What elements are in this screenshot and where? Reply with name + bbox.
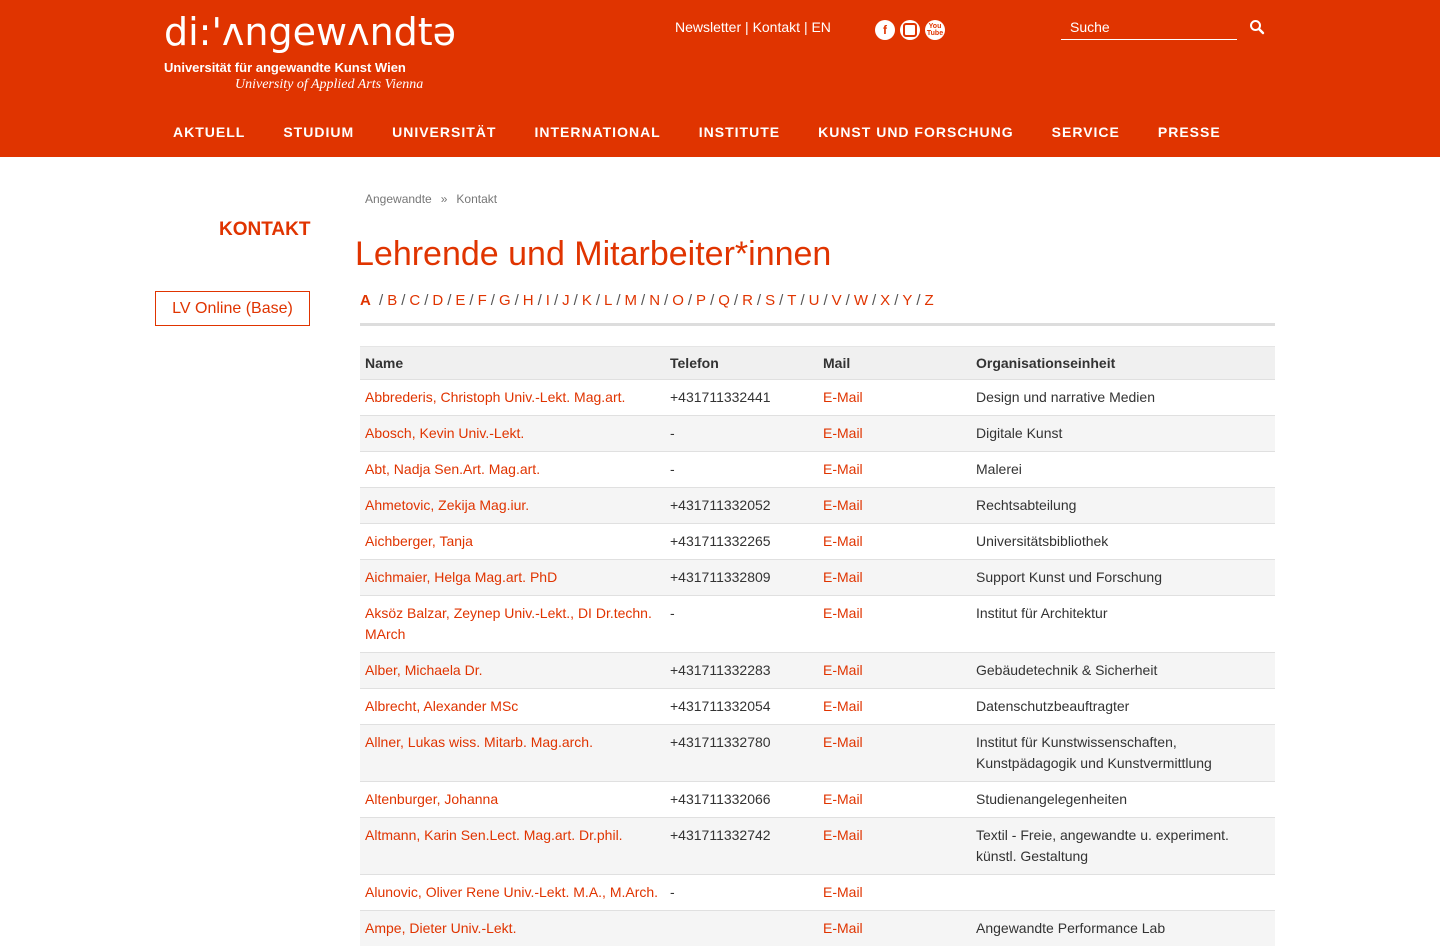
staff-name-link[interactable]: Allner, Lukas wiss. Mitarb. Mag.arch. — [365, 734, 593, 750]
staff-email-link[interactable]: E-Mail — [823, 884, 863, 900]
table-cell-name — [360, 782, 665, 818]
table-row — [360, 596, 1275, 653]
alphabet-letter-t[interactable]: T — [787, 292, 796, 309]
table-cell-org — [971, 725, 1275, 782]
staff-email-link[interactable]: E-Mail — [823, 569, 863, 585]
staff-organisation: Textil - Freie, angewandte u. experiment. künstl. Gestaltung — [976, 827, 1229, 864]
lv-online-button[interactable]: LV Online (Base) — [155, 291, 310, 326]
column-header-name: Name — [360, 347, 665, 380]
table-cell-mail — [818, 689, 971, 725]
alphabet-separator: / — [554, 292, 558, 309]
staff-name-link[interactable]: Ampe, Dieter Univ.-Lekt. — [365, 920, 516, 936]
table-cell-name — [360, 524, 665, 560]
table-row — [360, 818, 1275, 875]
breadcrumb-home-link[interactable]: Angewandte — [365, 192, 432, 206]
table-cell-mail — [818, 560, 971, 596]
table-cell-name — [360, 380, 665, 416]
table-row — [360, 416, 1275, 452]
alphabet-letter-h[interactable]: H — [523, 292, 534, 309]
alphabet-separator: / — [616, 292, 620, 309]
table-cell-mail — [818, 911, 971, 946]
table-cell-phone — [665, 416, 818, 452]
staff-table-wrapper — [360, 346, 1275, 946]
staff-organisation: Universitätsbibliothek — [976, 533, 1108, 549]
staff-organisation: Design und narrative Medien — [976, 389, 1155, 405]
table-cell-mail — [818, 452, 971, 488]
alphabet-separator: / — [515, 292, 519, 309]
breadcrumb-separator: » — [441, 192, 448, 206]
kontakt-link[interactable]: Kontakt — [753, 19, 800, 35]
column-header-mail: Mail — [818, 347, 971, 380]
youtube-icon[interactable]: You Tube — [925, 20, 945, 40]
alphabet-separator: / — [641, 292, 645, 309]
alphabet-separator: / — [894, 292, 898, 309]
alphabet-letter-z[interactable]: Z — [925, 292, 934, 309]
staff-organisation: Institut für Architektur — [976, 605, 1108, 621]
table-row — [360, 653, 1275, 689]
table-cell-org — [971, 653, 1275, 689]
staff-email-link[interactable]: E-Mail — [823, 734, 863, 750]
table-cell-name — [360, 689, 665, 725]
university-logo[interactable] — [164, 10, 456, 93]
divider — [360, 323, 1275, 326]
top-links-separator: | — [745, 19, 749, 35]
nav-presse[interactable]: PRESSE — [1158, 124, 1221, 140]
table-cell-phone — [665, 911, 818, 946]
alphabet-separator: / — [596, 292, 600, 309]
table-row — [360, 524, 1275, 560]
alphabet-letter-i[interactable]: I — [546, 292, 550, 309]
staff-organisation: Gebäudetechnik & Sicherheit — [976, 662, 1157, 678]
staff-organisation: Studienangelegenheiten — [976, 791, 1127, 807]
staff-phone: - — [670, 884, 675, 900]
staff-email-link[interactable]: E-Mail — [823, 533, 863, 549]
alphabet-separator: / — [401, 292, 405, 309]
alphabet-separator: / — [469, 292, 473, 309]
table-cell-name — [360, 560, 665, 596]
table-cell-name — [360, 911, 665, 946]
nav-service[interactable]: SERVICE — [1052, 124, 1120, 140]
alphabet-letter-v[interactable]: V — [832, 292, 842, 309]
table-cell-phone — [665, 596, 818, 653]
alphabet-letter-x[interactable]: X — [880, 292, 890, 309]
nav-institute[interactable]: INSTITUTE — [699, 124, 780, 140]
table-row — [360, 725, 1275, 782]
table-cell-mail — [818, 416, 971, 452]
alphabet-separator: / — [491, 292, 495, 309]
table-cell-mail — [818, 488, 971, 524]
alphabet-letter-m[interactable]: M — [625, 292, 638, 309]
staff-organisation: Digitale Kunst — [976, 425, 1062, 441]
nav-studium[interactable]: STUDIUM — [283, 124, 354, 140]
staff-name-link[interactable]: Abbrederis, Christoph Univ.-Lekt. Mag.art. — [365, 389, 625, 405]
table-cell-mail — [818, 818, 971, 875]
alphabet-letter-p[interactable]: P — [696, 292, 706, 309]
table-cell-phone — [665, 818, 818, 875]
breadcrumb-current-link[interactable]: Kontakt — [456, 192, 497, 206]
table-cell-phone — [665, 452, 818, 488]
staff-name-link[interactable]: Altmann, Karin Sen.Lect. Mag.art. Dr.phil. — [365, 827, 623, 843]
staff-phone: +431711332283 — [670, 662, 771, 678]
top-links-separator: | — [804, 19, 808, 35]
column-header-phone: Telefon — [665, 347, 818, 380]
staff-email-link[interactable]: E-Mail — [823, 791, 863, 807]
staff-organisation: Angewandte Performance Lab — [976, 920, 1165, 936]
column-header-org: Organisationseinheit — [971, 347, 1275, 380]
staff-name-link[interactable]: Albrecht, Alexander MSc — [365, 698, 518, 714]
table-row — [360, 452, 1275, 488]
table-cell-org — [971, 875, 1275, 911]
table-cell-name — [360, 725, 665, 782]
table-cell-mail — [818, 596, 971, 653]
alphabet-separator: / — [916, 292, 920, 309]
table-row — [360, 875, 1275, 911]
alphabet-separator: / — [574, 292, 578, 309]
alphabet-separator: / — [538, 292, 542, 309]
table-cell-name — [360, 875, 665, 911]
staff-name-link[interactable]: Aksöz Balzar, Zeynep Univ.-Lekt., DI Dr.techn. MArch — [365, 605, 652, 642]
table-cell-org — [971, 560, 1275, 596]
staff-email-link[interactable]: E-Mail — [823, 461, 863, 477]
staff-name-link[interactable]: Abt, Nadja Sen.Art. Mag.art. — [365, 461, 540, 477]
alphabet-letter-w[interactable]: W — [854, 292, 868, 309]
table-cell-mail — [818, 653, 971, 689]
table-cell-phone — [665, 875, 818, 911]
alphabet-letter-k[interactable]: K — [582, 292, 592, 309]
staff-email-link[interactable]: E-Mail — [823, 662, 863, 678]
staff-email-link[interactable]: E-Mail — [823, 920, 863, 936]
table-cell-org — [971, 452, 1275, 488]
table-cell-org — [971, 818, 1275, 875]
table-cell-mail — [818, 380, 971, 416]
staff-phone: - — [670, 461, 675, 477]
alphabet-letter-e[interactable]: E — [455, 292, 465, 309]
search-icon[interactable] — [1249, 19, 1265, 35]
facebook-icon[interactable]: f — [875, 20, 895, 40]
table-cell-mail — [818, 875, 971, 911]
staff-name-link[interactable]: Alunovic, Oliver Rene Univ.-Lekt. M.A., M.Arch. — [365, 884, 658, 900]
staff-phone: +431711332742 — [670, 827, 771, 843]
alphabet-letter-b[interactable]: B — [387, 292, 397, 309]
table-header-row — [360, 347, 1275, 380]
table-row — [360, 911, 1275, 946]
page-title: Lehrende und Mitarbeiter*innen — [355, 235, 831, 274]
alphabet-letter-q[interactable]: Q — [718, 292, 730, 309]
staff-phone: +431711332780 — [670, 734, 771, 750]
table-row — [360, 689, 1275, 725]
alphabet-letter-g[interactable]: G — [499, 292, 511, 309]
table-cell-phone — [665, 653, 818, 689]
alphabet-letter-j[interactable]: J — [562, 292, 570, 309]
table-cell-phone — [665, 524, 818, 560]
staff-phone: - — [670, 605, 675, 621]
table-cell-phone — [665, 689, 818, 725]
table-cell-mail — [818, 782, 971, 818]
sidebar-title: KONTAKT — [219, 219, 310, 241]
logo-subtitle-english: University of Applied Arts Vienna — [235, 77, 456, 93]
breadcrumb — [365, 192, 497, 206]
alphabet-separator: / — [710, 292, 714, 309]
search-box — [1061, 15, 1237, 40]
table-cell-name — [360, 488, 665, 524]
alphabet-separator: / — [757, 292, 761, 309]
staff-name-link[interactable]: Altenburger, Johanna — [365, 791, 498, 807]
alphabet-letter-a[interactable]: A — [360, 292, 371, 309]
alphabet-separator: / — [846, 292, 850, 309]
staff-name-link[interactable]: Ahmetovic, Zekija Mag.iur. — [365, 497, 529, 513]
table-cell-phone — [665, 725, 818, 782]
staff-name-link[interactable]: Aichmaier, Helga Mag.art. PhD — [365, 569, 557, 585]
staff-email-link[interactable]: E-Mail — [823, 497, 863, 513]
nav-universitaet[interactable]: UNIVERSITÄT — [392, 124, 496, 140]
table-cell-phone — [665, 782, 818, 818]
staff-phone: +431711332054 — [670, 698, 771, 714]
staff-email-link[interactable]: E-Mail — [823, 605, 863, 621]
logo-wordmark: di:'ʌngewʌndtə — [164, 10, 456, 54]
table-cell-org — [971, 416, 1275, 452]
staff-name-link[interactable]: Alber, Michaela Dr. — [365, 662, 483, 678]
alphabet-letter-l[interactable]: L — [604, 292, 612, 309]
alphabet-separator: / — [872, 292, 876, 309]
site-header — [0, 0, 1440, 157]
staff-phone: +431711332265 — [670, 533, 771, 549]
table-cell-org — [971, 596, 1275, 653]
alphabet-separator: / — [823, 292, 827, 309]
staff-organisation: Support Kunst und Forschung — [976, 569, 1162, 585]
main-navigation — [173, 124, 1259, 140]
alphabet-separator: / — [379, 292, 383, 309]
table-cell-phone — [665, 488, 818, 524]
table-cell-name — [360, 416, 665, 452]
alphabet-separator: / — [800, 292, 804, 309]
alphabet-letter-f[interactable]: F — [478, 292, 487, 309]
table-row — [360, 560, 1275, 596]
staff-email-link[interactable]: E-Mail — [823, 389, 863, 405]
staff-email-link[interactable]: E-Mail — [823, 425, 863, 441]
staff-name-link[interactable]: Abosch, Kevin Univ.-Lekt. — [365, 425, 524, 441]
instagram-icon[interactable] — [900, 20, 920, 40]
staff-organisation: Rechtsabteilung — [976, 497, 1076, 513]
top-links — [675, 19, 831, 35]
nav-kunst-und-forschung[interactable]: KUNST UND FORSCHUNG — [818, 124, 1014, 140]
language-link[interactable]: EN — [811, 19, 830, 35]
table-row — [360, 782, 1275, 818]
logo-subtitle: Universität für angewandte Kunst Wien — [164, 60, 456, 75]
alphabet-letter-o[interactable]: O — [672, 292, 684, 309]
alphabet-letter-d[interactable]: D — [432, 292, 443, 309]
alphabet-letter-s[interactable]: S — [765, 292, 775, 309]
staff-email-link[interactable]: E-Mail — [823, 698, 863, 714]
alphabet-filter — [360, 292, 934, 309]
newsletter-link[interactable]: Newsletter — [675, 19, 741, 35]
table-cell-phone — [665, 380, 818, 416]
staff-name-link[interactable]: Aichberger, Tanja — [365, 533, 473, 549]
table-cell-org — [971, 524, 1275, 560]
staff-phone: +431711332809 — [670, 569, 771, 585]
alphabet-separator: / — [664, 292, 668, 309]
search-input[interactable] — [1061, 15, 1237, 39]
alphabet-separator: / — [424, 292, 428, 309]
table-cell-name — [360, 818, 665, 875]
table-cell-mail — [818, 524, 971, 560]
alphabet-separator: / — [734, 292, 738, 309]
nav-aktuell[interactable]: AKTUELL — [173, 124, 245, 140]
table-cell-mail — [818, 725, 971, 782]
staff-phone: +431711332441 — [670, 389, 771, 405]
alphabet-separator: / — [688, 292, 692, 309]
table-body — [360, 380, 1275, 946]
alphabet-letter-n[interactable]: N — [649, 292, 660, 309]
alphabet-letter-r[interactable]: R — [742, 292, 753, 309]
table-cell-name — [360, 653, 665, 689]
table-cell-phone — [665, 560, 818, 596]
staff-phone: - — [670, 425, 675, 441]
staff-phone: +431711332066 — [670, 791, 771, 807]
staff-phone: +431711332052 — [670, 497, 771, 513]
table-cell-name — [360, 452, 665, 488]
alphabet-letter-u[interactable]: U — [809, 292, 820, 309]
table-cell-org — [971, 380, 1275, 416]
alphabet-separator: / — [779, 292, 783, 309]
staff-table — [360, 346, 1275, 946]
table-cell-org — [971, 488, 1275, 524]
staff-organisation: Institut für Kunstwissenschaften, Kunstpädagogik und Kunstvermittlung — [976, 734, 1212, 771]
table-cell-org — [971, 911, 1275, 946]
alphabet-letter-c[interactable]: C — [409, 292, 420, 309]
social-links — [875, 20, 945, 40]
staff-email-link[interactable]: E-Mail — [823, 827, 863, 843]
table-cell-org — [971, 689, 1275, 725]
table-cell-org — [971, 782, 1275, 818]
alphabet-separator: / — [447, 292, 451, 309]
table-row — [360, 488, 1275, 524]
staff-organisation: Datenschutzbeauftragter — [976, 698, 1129, 714]
staff-organisation: Malerei — [976, 461, 1022, 477]
alphabet-letter-y[interactable]: Y — [902, 292, 912, 309]
table-row — [360, 380, 1275, 416]
nav-international[interactable]: INTERNATIONAL — [534, 124, 660, 140]
table-cell-name — [360, 596, 665, 653]
